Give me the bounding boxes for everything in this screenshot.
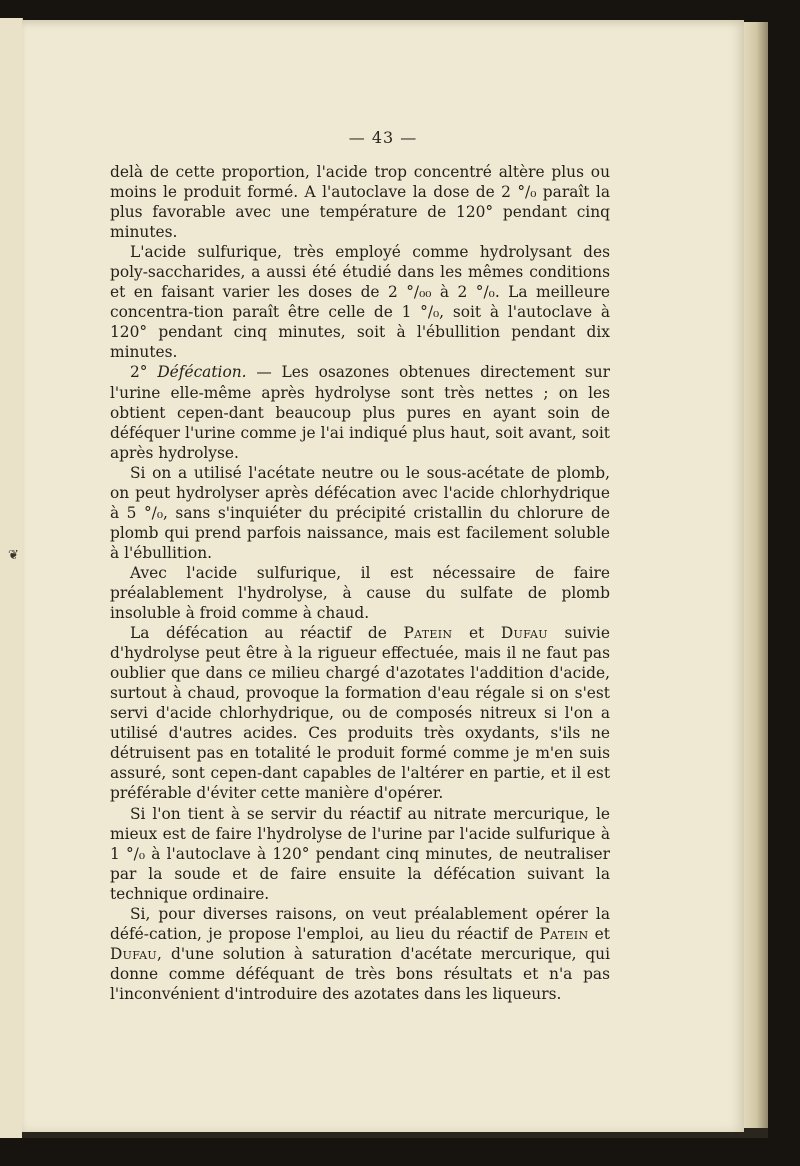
paragraph-text: et [468,624,485,643]
paragraph-text: et [594,924,610,943]
author-name: Patein [403,624,453,643]
page-number: — 43 — [348,128,418,147]
section-number: 2° [130,363,148,382]
paragraph [110,362,610,462]
paragraph-text: suivie d'hydrolyse peut être à la rigueur effectuée, mais il ne faut pas oublier que dans ce milieu chargé d'azotates l'addition d'acide, surtout à chaud, provoque la formation d'eau régale si on s'est servi d'acide chlorhydrique, ou de composés nitreux si l'on a utilisé d'autres acides. Ces produits très oxydants, s'ils ne détruisent pas en totalité le produit formé comme je m'en suis assuré, sont cepen-dant capables de l'altérer en partie, et il est préférable d'éviter cette manière d'opérer. [110,624,610,803]
paragraph: L'acide sulfurique, très employé comme hydrolysant des poly-saccharides, a aussi été étudié dans les mêmes conditions et en faisant varier les doses de 2 °/₀₀ à 2 °/₀. La meilleure concentra-tion paraît être celle de 1 °/₀, soit à l'autoclave à 120° pendant cinq minutes, soit à l'ébullition pendant dix minutes. [110,243,610,362]
author-name: Patein [539,924,589,943]
paragraph: Si on a utilisé l'acétate neutre ou le sous-acétate de plomb, on peut hydrolyser après défécation avec l'acide chlorhydrique à 5 °/₀, sans s'inquiéter du précipité cristallin du chlorure de plomb qui prend parfois naissance, mais est facilement soluble à l'ébullition. [110,463,610,562]
body-text [110,162,610,1004]
book-page [22,20,744,1132]
page-stack-edge [742,22,768,1130]
paragraph [110,623,610,803]
author-name: Dufau [500,624,548,643]
paragraph-text: Si, pour diverses raisons, on veut préalablement opérer la défé-cation, je propose l'emploi, au lieu du réactif de [110,904,610,943]
paragraph: delà de cette proportion, l'acide trop concentré altère plus ou moins le produit formé. A l'autoclave la dose de 2 °/₀ paraît la plus favorable avec une température de 120° pendant cinq minutes. [110,163,610,242]
facing-page-edge [0,18,23,1138]
section-heading: Défécation. [157,363,247,382]
paragraph-text: — Les osazones obtenues directement sur l'urine elle-même après hydrolyse sont très nettes ; on les obtient cepen-dant beaucoup plus pures en ayant soin de déféquer l'urine comme je l'ai indiqué plus haut, soit avant, soit après hydrolyse. [110,363,610,462]
paragraph-text: d'une solution à saturation d'acétate mercurique, qui donne comme déféquant de très bons résultats et n'a pas l'inconvénient d'introduire des azotates dans les liqueurs. [110,944,610,1003]
paragraph-text: La défécation au réactif de [130,624,387,643]
paragraph: Avec l'acide sulfurique, il est nécessaire de faire préalablement l'hydrolyse, à cause du sulfate de plomb insoluble à froid comme à chaud. [110,563,610,623]
author-name: Dufau, [110,944,163,963]
paragraph: Si l'on tient à se servir du réactif au nitrate mercurique, le mieux est de faire l'hydrolyse de l'urine par l'acide sulfurique à 1 °/₀ à l'autoclave à 120° pendant cinq minutes, de neutraliser par la soude et de faire ensuite la défécation suivant la technique ordinaire. [110,804,610,903]
margin-ornament: ❦ [8,548,19,563]
paragraph [110,904,610,1004]
